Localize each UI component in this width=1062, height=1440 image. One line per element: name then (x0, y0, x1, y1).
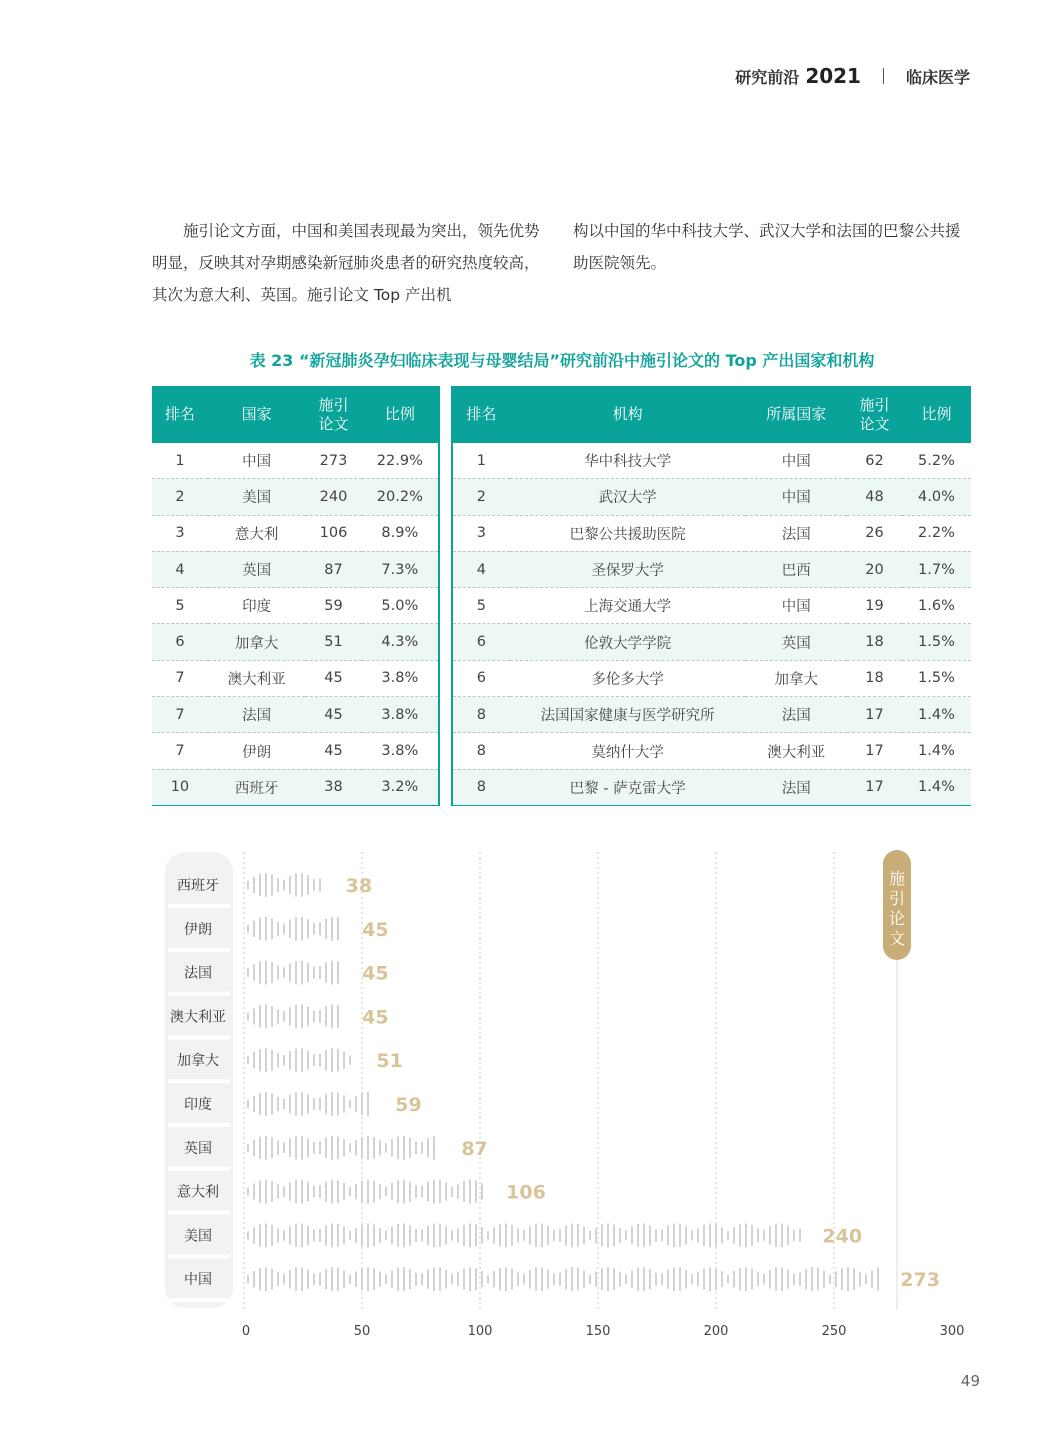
institution-table-row (452, 588, 971, 624)
country-table-cell: 3.2% (362, 769, 439, 805)
institution-table-cell: 2 (452, 479, 510, 515)
bar (248, 1048, 350, 1072)
country-table-row (152, 769, 439, 805)
value-label: 59 (395, 1094, 422, 1116)
country-table-cell: 6 (152, 624, 208, 660)
institution-table-header-cell: 比例 (902, 386, 971, 443)
category-label: 印度 (184, 1097, 212, 1113)
country-table-cell: 加拿大 (208, 624, 305, 660)
value-label: 38 (345, 875, 373, 897)
institution-table-row (452, 769, 971, 805)
country-table-cell: 印度 (208, 588, 305, 624)
institution-table-row (452, 479, 971, 515)
institution-table-cell: 8 (452, 769, 510, 805)
header-divider (883, 68, 884, 84)
institution-table-cell: 8 (452, 697, 510, 733)
header-series: 研究前沿 (735, 67, 800, 87)
country-table-cell: 4.3% (362, 624, 439, 660)
institution-table-cell: 1.4% (902, 697, 971, 733)
institution-table-header-cell: 所属国家 (745, 386, 847, 443)
institution-table-header-cell: 机构 (510, 386, 746, 443)
country-table-cell: 西班牙 (208, 769, 305, 805)
country-table-row (152, 733, 439, 769)
institution-table-cell: 武汉大学 (510, 479, 746, 515)
country-table-row (152, 515, 439, 551)
country-table-cell: 8.9% (362, 515, 439, 551)
country-table-cell: 38 (305, 769, 361, 805)
institution-table-cell: 17 (847, 697, 902, 733)
bar (248, 1223, 800, 1247)
institution-table-cell: 26 (847, 515, 902, 551)
bar (248, 1136, 434, 1160)
country-table-cell: 意大利 (208, 515, 305, 551)
institution-table-cell: 上海交通大学 (510, 588, 746, 624)
bar (248, 961, 338, 985)
institution-table-row (452, 551, 971, 587)
country-table-header-cell: 排名 (152, 386, 208, 443)
institution-table-cell: 巴西 (745, 551, 847, 587)
institution-table-cell: 伦敦大学学院 (510, 624, 746, 660)
category-label: 意大利 (177, 1184, 219, 1201)
institution-table-cell: 1.4% (902, 733, 971, 769)
country-table-row (152, 588, 439, 624)
institution-table-cell: 中国 (745, 443, 847, 479)
institution-table-cell: 5 (452, 588, 510, 624)
institution-table-cell: 多伦多大学 (510, 660, 746, 696)
country-table-cell: 106 (305, 515, 361, 551)
value-label: 45 (362, 1006, 389, 1029)
institution-table-cell: 圣保罗大学 (510, 551, 746, 587)
country-table-cell: 伊朗 (208, 733, 305, 769)
country-table-header-cell: 国家 (208, 386, 305, 443)
country-table-row (152, 443, 439, 479)
bar (248, 1267, 878, 1291)
country-table-cell: 2 (152, 479, 208, 515)
country-table-cell: 20.2% (362, 479, 439, 515)
category-label: 英国 (184, 1140, 212, 1157)
value-label: 45 (362, 918, 389, 941)
value-label: 106 (506, 1181, 546, 1204)
institution-table-cell: 18 (847, 660, 902, 696)
x-tick-label: 200 (703, 1324, 729, 1339)
header-year: 2021 (805, 64, 861, 88)
institution-table-cell: 中国 (745, 479, 847, 515)
country-table-cell: 59 (305, 588, 361, 624)
institution-table-cell: 法国 (745, 769, 847, 805)
institution-table-cell: 6 (452, 624, 510, 660)
chart-tag-char: 文 (888, 929, 906, 948)
x-tick-label: 300 (939, 1324, 965, 1339)
country-table-cell: 7.3% (362, 551, 439, 587)
country-table-cell: 45 (305, 733, 361, 769)
bar (248, 917, 338, 941)
country-table-cell: 22.9% (362, 443, 439, 479)
institution-table-cell: 英国 (745, 624, 847, 660)
value-label: 273 (900, 1269, 940, 1292)
institution-table-row (452, 443, 971, 479)
paragraph-right: 构以中国的华中科技大学、武汉大学和法国的巴黎公共援助医院领先。 (573, 222, 961, 272)
institution-table (451, 386, 971, 806)
x-tick-label: 250 (821, 1324, 847, 1339)
country-table-cell: 3 (152, 515, 208, 551)
institution-table-cell: 8 (452, 733, 510, 769)
country-table-cell: 240 (305, 479, 361, 515)
institution-table-header (452, 386, 971, 443)
x-tick-label: 0 (241, 1324, 251, 1339)
header-section: 临床医学 (905, 67, 970, 87)
institution-table-cell: 巴黎公共援助医院 (510, 515, 746, 551)
page-number: 49 (960, 1372, 980, 1390)
institution-table-cell: 法国 (745, 697, 847, 733)
institution-table-cell: 4 (452, 551, 510, 587)
country-table-cell: 4 (152, 551, 208, 587)
category-label: 伊朗 (184, 921, 212, 938)
country-table-row (152, 479, 439, 515)
country-table-cell: 87 (305, 551, 361, 587)
country-table-cell: 51 (305, 624, 361, 660)
value-label: 45 (362, 962, 389, 985)
institution-table-header-cell: 施引 论文 (847, 386, 902, 443)
institution-table-cell: 1.5% (902, 660, 971, 696)
institution-table-cell: 6 (452, 660, 510, 696)
institution-table-cell: 1.4% (902, 769, 971, 805)
category-label: 美国 (184, 1228, 212, 1245)
country-table-cell: 3.8% (362, 660, 439, 696)
paragraph-left-text: 施引论文方面，中国和美国表现最为突出，领先优势明显，反映其对孕期感染新冠肺炎患者的研究热度较高，其次为意大利、英国。施引论文 Top 产出机 (152, 222, 540, 304)
bar (248, 1004, 338, 1028)
institution-table-cell: 1.7% (902, 551, 971, 587)
institution-table-cell: 17 (847, 733, 902, 769)
institution-table-cell: 3 (452, 515, 510, 551)
country-table-header-cell: 施引 论文 (305, 386, 361, 443)
country-table-cell: 45 (305, 660, 361, 696)
page-header (735, 64, 970, 88)
country-table-cell: 1 (152, 443, 208, 479)
country-table-cell: 英国 (208, 551, 305, 587)
country-table-cell: 中国 (208, 443, 305, 479)
institution-table-cell: 2.2% (902, 515, 971, 551)
institution-table-header-cell: 排名 (452, 386, 510, 443)
country-table-cell: 45 (305, 697, 361, 733)
institution-table-cell: 法国国家健康与医学研究所 (510, 697, 746, 733)
institution-table-cell: 4.0% (902, 479, 971, 515)
institution-table-cell: 17 (847, 769, 902, 805)
institution-table-cell: 加拿大 (745, 660, 847, 696)
country-table-cell: 7 (152, 733, 208, 769)
x-tick-label: 100 (467, 1324, 493, 1339)
country-table-cell: 7 (152, 660, 208, 696)
country-table-header-cell: 比例 (362, 386, 439, 443)
country-table-row (152, 624, 439, 660)
bar (248, 1180, 482, 1204)
citing-papers-chart (0, 840, 1062, 1350)
bar (248, 1092, 368, 1116)
category-label: 法国 (184, 965, 212, 982)
country-table-cell: 3.8% (362, 733, 439, 769)
country-table (152, 386, 440, 806)
value-label: 240 (822, 1225, 863, 1248)
country-table-cell: 273 (305, 443, 361, 479)
category-label: 中国 (184, 1272, 212, 1289)
institution-table-cell: 华中科技大学 (510, 443, 746, 479)
country-table-row (152, 697, 439, 733)
institution-table-cell: 澳大利亚 (745, 733, 847, 769)
institution-table-cell: 1.6% (902, 588, 971, 624)
country-table-row (152, 660, 439, 696)
institution-table-cell: 5.2% (902, 443, 971, 479)
institution-table-row (452, 697, 971, 733)
institution-table-row (452, 624, 971, 660)
institution-table-cell: 18 (847, 624, 902, 660)
institution-table-cell: 19 (847, 588, 902, 624)
country-table-cell: 5.0% (362, 588, 439, 624)
country-table-cell: 澳大利亚 (208, 660, 305, 696)
paragraph-left (152, 215, 550, 311)
institution-table-row (452, 733, 971, 769)
chart-tag-char: 引 (888, 889, 906, 908)
x-tick-label: 150 (585, 1324, 611, 1339)
country-table-cell: 法国 (208, 697, 305, 733)
institution-table-cell: 巴黎 - 萨克雷大学 (510, 769, 746, 805)
institution-table-cell: 48 (847, 479, 902, 515)
category-label: 澳大利亚 (170, 1009, 226, 1026)
institution-table-cell: 法国 (745, 515, 847, 551)
institution-table-cell: 62 (847, 443, 902, 479)
country-table-row (152, 551, 439, 587)
x-tick-label: 50 (353, 1324, 371, 1339)
country-table-cell: 10 (152, 769, 208, 805)
institution-table-row (452, 515, 971, 551)
institution-table-cell: 1.5% (902, 624, 971, 660)
institution-table-cell: 中国 (745, 588, 847, 624)
country-table-cell: 7 (152, 697, 208, 733)
institution-table-cell: 莫纳什大学 (510, 733, 746, 769)
country-table-cell: 5 (152, 588, 208, 624)
category-label: 加拿大 (177, 1053, 219, 1070)
chart-tag-char: 论 (888, 909, 906, 928)
value-label: 51 (376, 1050, 403, 1073)
institution-table-cell: 1 (452, 443, 510, 479)
country-table-cell: 3.8% (362, 697, 439, 733)
institution-table-row (452, 660, 971, 696)
table-title: 表 23 “新冠肺炎孕妇临床表现与母婴结局”研究前沿中施引论文的 Top 产出国家和机构 (249, 351, 875, 370)
value-label: 87 (461, 1137, 488, 1160)
chart-svg (0, 840, 1062, 1350)
country-table-header (152, 386, 439, 443)
chart-tag-char: 施 (888, 869, 906, 888)
bar (248, 873, 320, 897)
country-table-cell: 美国 (208, 479, 305, 515)
category-label: 西班牙 (177, 878, 219, 894)
institution-table-cell: 20 (847, 551, 902, 587)
